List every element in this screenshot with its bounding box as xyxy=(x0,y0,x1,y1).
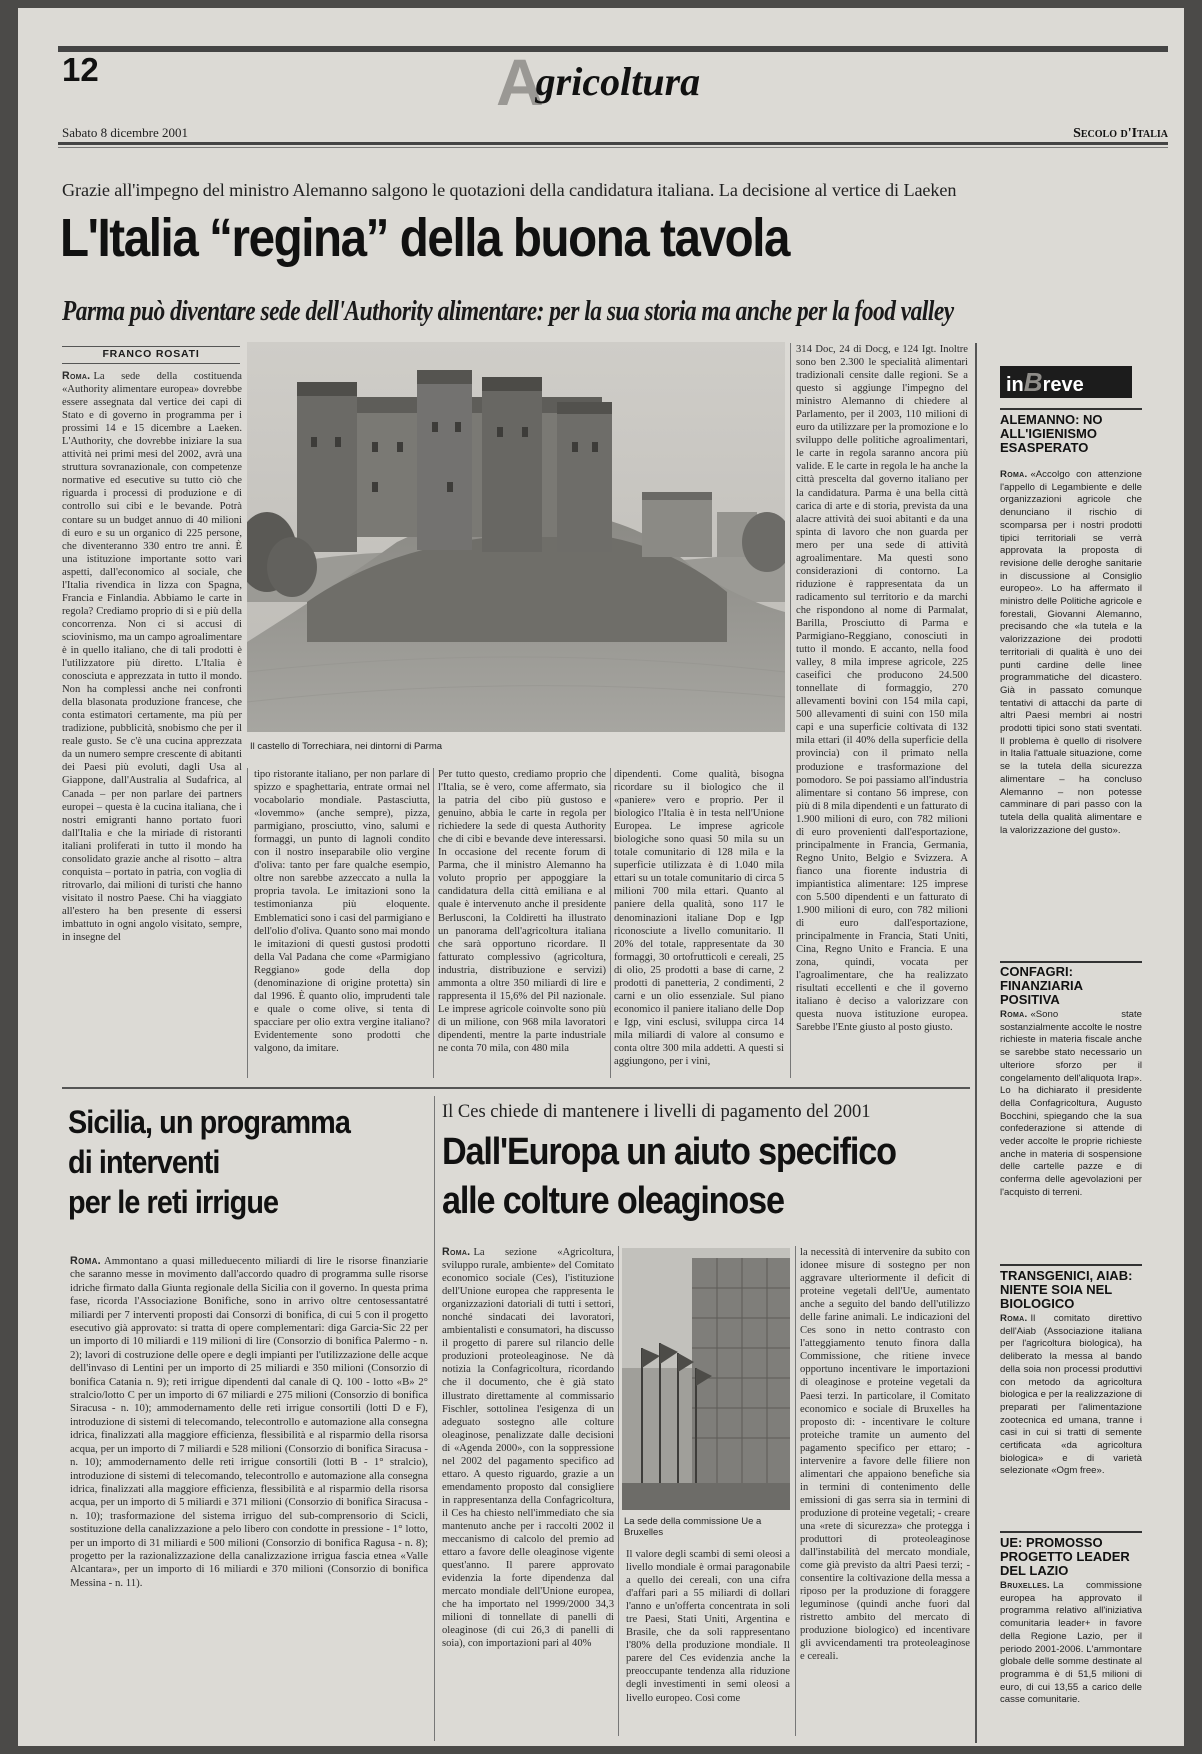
brief3-body: Il comitato direttivo dell'Aiab (Associazione italiana per l'agricoltura biologica), ha deliberato la messa al bando della soia non processi produttivi con metodo da agricoltura biologica e per la realizzazione di preparati per l'alimentazione zootecnica ed umana, tranne i casi in cui si tratti di semente certificata «da agricoltura biologica» e di varietà selezionate «Ogm free». xyxy=(1000,1313,1142,1477)
byline-rule xyxy=(62,346,240,347)
europa-col1-text: La sezione «Agricoltura, sviluppo rurale, ambiente» del Comitato economico sociale (Ces), l'istituzione dell'Unione europea che rappresenta le organizzazioni datoriali di tutti i settori, nonché sindacati dei lavoratori, ambientalisti e consumatori, ha discusso il progetto di parere sul rilancio delle produzioni proteoleaginose. Ne dà notizia la Confagricoltura, ricordando che il documento, che è già stato illustrato direttamente al commissario Fischler, sottolinea l'esigenza di un adeguato sostegno alle colture oleaginose, penalizzate dalle decisioni di «Agenda 2000», con la soppressione nel 2002 del pagamento specifico ad ettaro. A questo riguardo, grazie a un emendamento proposto dal consigliere in rappresentanza della Confagricoltura, il Ces ha chiesto nell'immediato che sia mantenuto anche per i raccolti 2002 il meccanismo di calcolo del premio ad ettaro a favore delle oleaginose vigente quest'anno. Il parere approvato evidenzia la forte dipendenza dal mercato mondiale dell'Unione europea, che ha importato nel 1999/2000 34,3 milioni di tonnellate di panelli di oleaginose (di cui 26,3 di panelli di soia), con importazioni pari al 40% xyxy=(442,1247,614,1650)
castle-photo-caption: Il castello di Torrechiara, nei dintorni di Parma xyxy=(250,741,443,752)
brief1-body: «Accolgo con attenzione l'appello di Legambiente e delle organizzazioni agricole che denunciano il rischio di scomparsa per i nostri prodotti tipici territoriali se verrà approvata la proposta di revisione delle deroghe sanitarie in discussione al Consiglio europeo». Lo ha affermato il ministro delle Politiche agricole e forestali, Giovanni Alemanno, precisando che «la tutela e la valorizzazione dei prodotti territoriali di qualità è uno dei punti cardine delle linee programmatiche del dicastero. Già in passato comunque tentativi di attacchi da parte di altri Paesi membri ai nostri prodotti tipici sono stati sventati. Il problema è quello di risolvere in Italia l'attuale situazione, come se la tutela della sicurezza alimentare – ha concluso Alemanno – non potesse camminare di pari passo con la tutela della qualità alimentare e la valorizzazione del gusto». xyxy=(1000,469,1142,836)
sicilia-dateline: Roma. xyxy=(70,1255,101,1267)
brief1-dateline: Roma. xyxy=(1000,469,1028,480)
sidebar-logo-b: B xyxy=(1023,367,1043,397)
europa-col2: Il valore degli scambi di semi oleosi a livello mondiale è ormai paragonabile a quello dei cereali, con una cifra d'affari pari a 55 miliardi di dollari l'anno e un'offerta concentrata in soli tre Paesi, Stati Uniti, Argentina e Brasile, che da soli rappresentano l'80% della produzione mondiale. Il parere del Ces evidenzia anche la preoccupante tendenza alla riduzione degli investimenti in semi oleosi a livello europeo. Così come xyxy=(626,1549,790,1704)
header-rule-thin xyxy=(58,147,1168,148)
brief4-rule xyxy=(1000,1531,1142,1533)
main-col4: dipendenti. Come qualità, bisogna ricordare su il biologico che il «paniere» vero e proprio. Per il biologico l'Italia è in testa nell'Unione Europea. Le imprese agricole biologiche sono quasi 50 mila su un totale comunitario di 128 mila e la superficie utilizzata è di 1.040 mila ettari su un totale comunitario di circa 5 milioni 700 mila ettari. Quanto al paniere della qualità, sono 117 le denominazioni italiane Dop e Igp riconosciute a livello comunitario. Il 20% del totale, rappresentate da 30 formaggi, 30 ortofrutticoli e cereali, 25 di olio, 25 prodotti a base di carne, 2 prodotti di panetteria, 2 condimenti, 2 carni e un olio essenziale. Sul piano economico il paniere italiano delle Dop e Igp, vini esclusi, sviluppa circa 14 mila miliardi di valore al consumo e conta oltre 300 mila addetti. A questi si aggiungono, per i vini, xyxy=(614,769,784,1068)
brief4-title: UE: PROMOSSO PROGETTO LEADER DEL LAZIO xyxy=(1000,1535,1130,1578)
section-name: gricoltura xyxy=(535,59,701,104)
europa-divider-2 xyxy=(795,1246,796,1736)
brief3-text xyxy=(1000,1313,1142,1528)
europa-col3: la necessità di intervenire da subito con idonee misure di sostegno per non aggravare ulteriormente il deficit di proteine vegetali dell'Ue, aumentato anche a seguito del bando dell'utilizzo delle farine animali. Le indicazioni del Ces sono in netto contrasto con l'atteggiamento tenuto finora dalla Commissione, che ritiene invece opportuno incentivare le importazioni di oleaginose e proteine vegetali da Paesi terzi. In particolare, il Comitato economico e sociale di Bruxelles ha proposto di: - incentivare le colture proteiche tramite un aumento del pagamento specifico per ettaro; - intervenire a favore delle filiere non alimentari che appaiono benefiche sia in termini di contenimento delle emissioni di gas serra sia in termini di produzione di proteine vegetali; - creare una «rete di sicurezza» che protegga i produttori di proteoleaginose dall'instabilità del mercato mondiale, come già previsto da altri Paesi terzi; - consentire la coltivazione della messa a riposo per la produzione di foraggere leguminose (quindi anche fuori dal ristretto ambito del mercato di produzione biologico) ed incentivare gli avvicendamenti tra proteoleaginose e cereali. xyxy=(800,1247,970,1663)
castle-illustration xyxy=(247,342,785,732)
brief2-rule xyxy=(1000,961,1142,963)
byline: FRANCO ROSATI xyxy=(102,348,200,360)
lower-section-rule xyxy=(62,1087,970,1089)
lower-divider xyxy=(434,1096,435,1741)
europa-headline-line2: alle colture oleaginose xyxy=(442,1180,784,1222)
brief3-rule xyxy=(1000,1264,1142,1266)
brief2-title: CONFAGRI: FINANZIARIA POSITIVA xyxy=(1000,964,1083,1007)
main-divider-3 xyxy=(610,768,611,1078)
castle-photo xyxy=(247,342,785,732)
sidebar-divider xyxy=(975,343,977,1743)
main-col1 xyxy=(62,370,242,1390)
brief2-dateline: Roma. xyxy=(1000,1009,1028,1020)
brief4-body: La commissione europea ha approvato il programma relativo all'iniziativa comunitaria leader+ in favore della Regione Lazio, per il periodo 2001-2006. L'ammontare globale delle somme destinate al programma è di 51,5 milioni di euro, di cui 13,55 a carico delle casse comunitarie. xyxy=(1000,1580,1142,1706)
brief3-dateline: Roma. xyxy=(1000,1313,1028,1324)
main-divider-2 xyxy=(433,768,434,1078)
sicilia-headline-line2: di interventi xyxy=(68,1144,220,1180)
europa-kicker: Il Ces chiede di mantenere i livelli di pagamento del 2001 xyxy=(442,1102,871,1122)
sicilia-text: Ammontano a quasi milleduecento miliardi di lire le risorse finanziarie che saranno messe in movimento dall'accordo quadro di programma sulle risorse idriche firmato dalla Giunta regionale della Sicilia con il governo. In questa prima fase, ricorda l'Associazione Bonifiche, sono in arrivo oltre centosessantatré miliardi per 7 interventi proposti dai Consorzi di bonifica, di cui 5 con il progetto esecutivo già approvato: si tratta di opere complementari: diga Garcia-Sic 22 per un importo di 10 miliardi e 119 milioni di lire (Consorzio di bonifica Palermo - n. 2); lavori di costruzione delle opere e degli impianti per l'utilizzazione delle acque dell'invaso di Lentini per un importo di 25 miliardi e 350 milioni (Consorzio di bonifica Catania n. 9); reti irrigue dipendenti dal canale di Q. 100 - lotto «B» 2° stralcio/lotto C per un importo di 67 miliardi e 275 milioni (Consorzio di bonifica Siracusa - n. 10); ammodernamento delle reti irrigue consortili (lotti D e F), introduzione di sistemi di telecomando, telecontrollo e automazione alla consegna idrica, finalizzati alla maggiore efficienza, flessibilità e al risparmio della risorsa acqua, per un importo di 7 miliardi e 528 milioni (Consorzio di bonifica Siracusa - n. 10); ammodernamento delle reti irrigue consortili (lotti B - 1° stralcio), introduzione di sistemi di telecomando, telecontrollo e automazione alla consegna idrica, finalizzati alla maggiore efficienza, flessibilità e al risparmio della risorsa acqua, per un importo di 5 miliardi e 371 milioni (Consorzio di bonifica Siracusa - n. 10); trasformazione del sistema irriguo del sub-comprensorio di Scicli, sostituzione della canalizzazione a pelo libero con condotte in pressione - 1° lotto, per un importo di 31 miliardi e 500 milioni (Consorzio di bonifica Ragusa - n. 8); progetto per la razionalizzazione della canalizzazione irrigua fascia etnea «Valle Alcantara», per un importo di 16 miliardi e 370 milioni (Consorzio di bonifica Messina - n. 11). xyxy=(70,1255,428,1589)
brief1-text xyxy=(1000,469,1142,957)
main-kicker: Grazie all'impegno del ministro Alemanno salgono le quotazioni della candidatura italiana. La decisione al vertice di Laeken xyxy=(62,180,957,200)
brief1-rule xyxy=(1000,408,1142,410)
page-number: 12 xyxy=(62,51,99,88)
main-subheadline: Parma può diventare sede dell'Authority alimentare: per la sua storia ma anche per la food valley xyxy=(62,296,954,327)
issue-date: Sabato 8 dicembre 2001 xyxy=(62,125,188,140)
main-col2: tipo ristorante italiano, per non parlare di spizzo e spaghettaria, entrate ormai nel vocabolario mondiale. Pastasciutta, «lovemmo» (anche sempre), pizza, parmigiano, prosciutto, vino, salumi e formaggi, un punto di lagnoli condito con il nostro inseparabile olio vergine d'oliva: tanto per fare qualche esempio, oltre non sarebbe azzeccato a nulla la propria tavola. Le imitazioni sono la testimonianza più eloquente. Emblematici sono i casi del parmigiano e dell'olio d'oliva. Quanto sono mai mondo le imitazioni di questi gustosi prodotti della Val Padana che come «Parmigiano Reggiano» gode della dop (denominazione di origine protetta) sin dal 1996. È quanto olio, imprudenti tale e quale o come olive, si tenta di spacciare per olio extra vergine italiano? Evidentemente sono prodotti che valgono, da imitare. xyxy=(254,769,430,1054)
main-dateline: Roma. xyxy=(62,370,91,382)
brief4-text xyxy=(1000,1580,1142,1730)
brief2-text xyxy=(1000,1009,1142,1261)
sidebar-logo xyxy=(1000,366,1132,398)
byline-rule-2 xyxy=(62,363,240,364)
europa-dateline: Roma. xyxy=(442,1246,471,1258)
newspaper-name: Secolo d'Italia xyxy=(1073,126,1168,141)
sidebar-logo-rest: reve xyxy=(1042,374,1084,396)
main-col1-text: La sede della costituenda «Authority alimentare europea» dovrebbe essere assegnata dal vertice dei capi di Stato e di governo in programma per i prossimi 14 e 15 dicembre a Laeken. L'Authority, che dovrebbe iniziare la sua attività nei primi mesi del 2002, avrà una struttura sovranazionale, con competenze normative ed esecutive su tutto ciò che riguarda i processi di produzione e di controllo sui cibi e le bevande. Potrà contare su un budget annuo di 40 milioni di euro e su un organico di 225 persone, che diventeranno 330 entro tre anni. È una istituzione importante sotto vari aspetti, dall'economico al sociale, che l'Italia rivendica in lizza con Spagna, Francia e Finlandia. Abbiamo le carte in regola? Crediamo proprio di sì e più della concorrenza. Non ci si accusi di sciovinismo, ma un campo agroalimentare è in quello italiano, che di tali prodotti è l'utilizzatore più diretto. L'Italia è conosciuta e apprezzata in tutto il mondo. Non ha complessi anche nei confronti della blasonata produzione francese, che conta estimatori certamente, ma più per tradizione, pubblicità, snobismo che per il reale gusto. Se c'è una cucina apprezzata da un numero sempre crescente di abitanti dei Paesi più evoluti, dagli Usa al Giappone, dall'Australia al Sudafrica, al Canada – per non parlare dei partners europei – questa è la cucina italiana, che i nostri emigranti hanno portato fuori dall'Italia e che la miriade di ristoranti italiani proliferati in tutto il mondo ha consolidato grazie anche al risotto – altra conquista – portato in patria, con voglia di ritrovarlo, dai milioni di turisti che hanno visitato il nostro Paese. Chi ha viaggiato all'estero ha ben presente di essersi imbattuto in ogni angolo visitato, sempre, in insegne del xyxy=(62,371,242,944)
brief4-dateline: Bruxelles. xyxy=(1000,1580,1050,1591)
brief2-body: «Sono state sostanzialmente accolte le nostre richieste in materia fiscale anche se sarebbe stato necessario un ulteriore sforzo per il congelamento dell'aliquota Irap». Lo ha dichiarato il presidente della Confagricoltura, Augusto Bocchini, spiegando che la sua confederazione si attende di veder accolte le proprie richieste anche in materia di sospensione delle cartelle pazze e di conferma delle agevolazioni per l'acquisto di terreni. xyxy=(1000,1009,1142,1198)
sicilia-headline-line1: Sicilia, un programma xyxy=(68,1104,350,1140)
sicilia-headline-line3: per le reti irrigue xyxy=(68,1184,279,1220)
main-divider-1 xyxy=(247,768,248,1078)
europa-divider-1 xyxy=(618,1246,619,1736)
sidebar-logo-in: in xyxy=(1006,374,1024,396)
newspaper-page xyxy=(18,8,1184,1746)
main-col3: Per tutto questo, crediamo proprio che l'Italia, se è vero, come affermato, sia la patria del cibo più gustoso e genuino, abbia le carte in regola per richiedere la sede di questa Authority che di cibi e bevande deve interessarsi. In occasione del recente forum di Parma, che il ministro Alemanno ha voluto proprio per appoggiare la candidatura della città emiliana e al quale è intervenuto anche il presidente Berlusconi, la Coldiretti ha illustrato un panorama dell'agricoltura italiana che sarà opportuno ricordare. Il fatturato complessivo (agricoltura, industria, distribuzione e servizi) ammonta a oltre 350 miliardi di lire e rappresenta il 15,6% del Pil nazionale. Le imprese agricole coinvolte sono più di un milione, con 968 mila lavoratori dipendenti, mentre la parte industriale ne conta 70 mila, con 480 mila xyxy=(438,769,606,1054)
sicilia-body xyxy=(70,1255,428,1735)
brief3-title: TRANSGENICI, AIAB: NIENTE SOIA NEL BIOLOGICO xyxy=(1000,1268,1133,1311)
section-initial: A xyxy=(496,45,544,119)
main-headline: L'Italia “regina” della buona tavola xyxy=(60,208,790,268)
europa-col1 xyxy=(442,1246,614,1736)
brief1-title: ALEMANNO: NO ALL'IGIENISMO ESASPERATO xyxy=(1000,412,1103,455)
europa-headline-line1: Dall'Europa un aiuto specifico xyxy=(442,1131,896,1173)
section-title xyxy=(496,45,701,119)
header-rule xyxy=(58,142,1168,145)
brussels-photo-caption: La sede della commissione Ue a Bruxelles xyxy=(624,1516,762,1538)
brussels-photo xyxy=(622,1248,790,1510)
main-col5: 314 Doc, 24 di Docg, e 124 Igt. Inoltre sono ben 2.300 le specialità alimentari tradizionali censite dalle regioni. Se a questo si aggiunge l'impegno del ministro Alemanno di chiedere al Parlamento, per il 2003, 110 milioni di euro da utilizzare per la promozione e lo sviluppo delle politiche agroalimentari, le carte in regola saranno ancora più valide. E le carte in regola le ha anche la città prescelta dal governo italiano per la candidatura. Parma è una bella città carica di arte e di storia, prevista da una alacre attività dei suoi abitanti e da una spinta di lavoro che non guarda per mero per una sede di attività agroalimentare. Ma questi sono considerazioni di contorno. La riduzione è rappresentata da un radicamento sul territorio e da marchi che rispondono al nome di Parmalat, Barilla, Prosciutto di Parma e Parmigiano-Reggiano, conosciuti in tutto il mondo. E accanto, nella food valley, 8 mila imprese agricole, 225 caseifici che producono 24.500 tonnellate di formaggio, 270 allevamenti bovini con 154 mila capi, 500 allevamenti di suini con 150 mila capi e una superficie coltivata di 132 mila ettari (il 40% della superficie della provincia) con il primato nella produzione e trasformazione del pomodoro. Se poi passiamo all'industria alimentare si contano 56 imprese, con più di 8 mila dipendenti e un fatturato di 1.900 milioni di euro, con 782 milioni di euro provenienti dall'esportazione, principalmente in Francia, Germania, Regno Unito, Belgio e Svizzera. A fianco una fiorente industria di impiantistica alimentare: 125 imprese con 5.500 dipendenti e un fatturato di 1.900 milioni di euro, con 782 milioni di euro dall'esportazione, principalmente in Francia, Stati Uniti, Cina, Regno Unito e Francia. E una zona, quindi, vocata per l'agroalimentare, che ha realizzato risultati eccellenti e che il governo italiano è deciso a valorizzare con questa nuova istituzione europea. Sarebbe l'Ente giusto al posto giusto. xyxy=(796,344,968,1034)
main-divider-4 xyxy=(790,343,791,1078)
brussels-illustration xyxy=(622,1248,790,1510)
sicilia-headline xyxy=(68,1102,428,1222)
